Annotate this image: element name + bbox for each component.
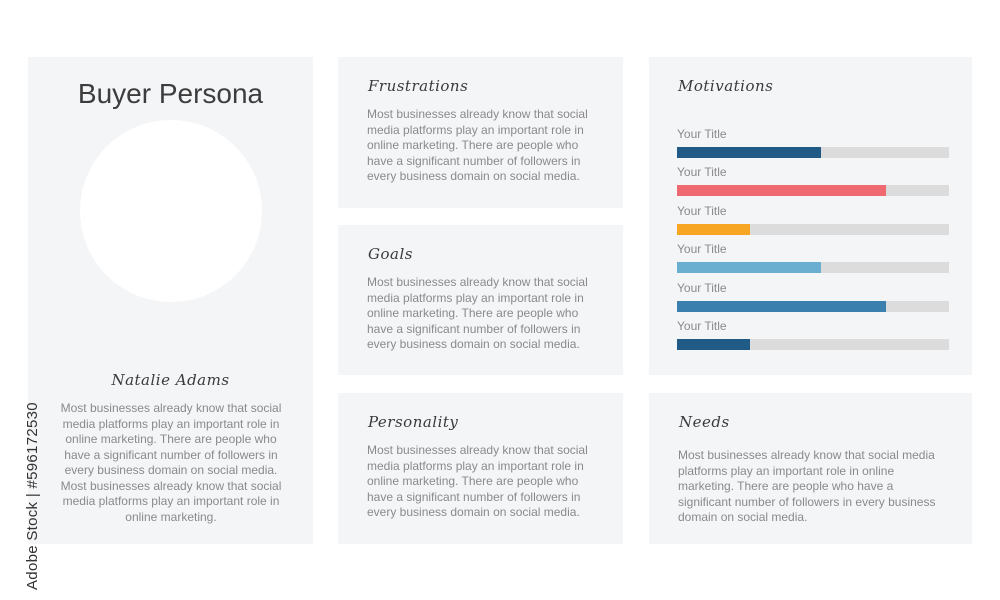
needs-heading: Needs (679, 413, 730, 431)
motivation-bar-fill (677, 339, 750, 350)
motivation-bar-label: Your Title (677, 242, 727, 256)
motivation-bar-fill (677, 301, 886, 312)
motivation-bar-label: Your Title (677, 165, 727, 179)
needs-card (649, 393, 972, 544)
persona-photo-placeholder (80, 120, 262, 302)
motivation-bar-3 (677, 204, 949, 235)
motivation-bar-4 (677, 242, 949, 273)
personality-heading: Personality (368, 413, 459, 431)
motivation-bar-track (677, 224, 949, 235)
motivation-bar-label: Your Title (677, 204, 727, 218)
motivation-bar-fill (677, 185, 886, 196)
motivation-bar-label: Your Title (677, 281, 727, 295)
motivation-bar-fill (677, 262, 821, 273)
goals-text: Most businesses already know that social media platforms play an important role in online marketing. There are people who have a significant number of followers in every business domain on social media. (367, 275, 588, 351)
motivation-bar-track (677, 339, 949, 350)
page-title: Buyer Persona (77, 78, 264, 109)
frustrations-heading: Frustrations (368, 77, 469, 95)
motivation-bar-6 (677, 319, 949, 350)
needs-text: Most businesses already know that social media platforms play an important role in online marketing. There are people who have a significant number of followers in every business domain on social media. (678, 448, 936, 524)
motivation-bar-label: Your Title (677, 127, 727, 141)
motivation-bar-track (677, 185, 949, 196)
motivation-bar-fill (677, 224, 750, 235)
motivation-bar-2 (677, 165, 949, 196)
persona-name: Natalie Adams (111, 371, 230, 389)
motivation-bar-1 (677, 127, 949, 158)
motivation-bar-track (677, 262, 949, 273)
motivation-bar-track (677, 301, 949, 312)
motivations-heading: Motivations (678, 77, 774, 95)
motivation-bar-track (677, 147, 949, 158)
goals-heading: Goals (368, 245, 413, 263)
motivation-bar-label: Your Title (677, 319, 727, 333)
persona-description: Most businesses already know that social media platforms play an important role in online marketing. There are people who have a significant number of followers in every business domain on social media. Most businesses already know that social media platforms play an important role in online marketing. (60, 401, 282, 524)
motivation-bar-fill (677, 147, 821, 158)
stock-credit: Adobe Stock | #596172530 (24, 402, 41, 590)
frustrations-text: Most businesses already know that social media platforms play an important role in online marketing. There are people who have a significant number of followers in every business domain on social media. (367, 107, 588, 183)
goals-card (338, 225, 623, 375)
persona-card (28, 57, 313, 544)
frustrations-card (338, 57, 623, 208)
personality-text: Most businesses already know that social media platforms play an important role in online marketing. There are people who have a significant number of followers in every business domain on social media. (367, 443, 588, 519)
motivation-bar-5 (677, 281, 949, 312)
personality-card (338, 393, 623, 544)
motivations-card (649, 57, 972, 375)
